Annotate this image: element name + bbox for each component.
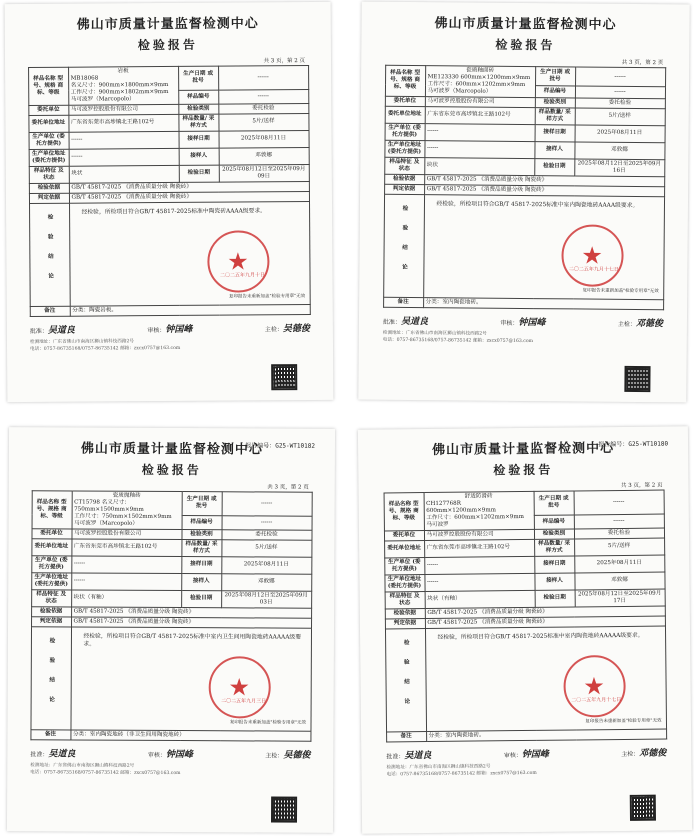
- producer-value: ------: [425, 124, 535, 142]
- label-empty: ------: [222, 516, 312, 531]
- label-sample-no: 样品编号: [182, 515, 222, 529]
- label-test-date: 检验日期: [179, 165, 219, 182]
- sample-quantity-value: 5片/送样: [221, 540, 311, 557]
- remark-value: 分类：室内陶瓷地砖。: [426, 729, 666, 741]
- client-value: 马可波罗控股股份有限公司: [424, 529, 534, 540]
- qr-code-icon: [271, 797, 297, 823]
- label-test-date: 检验日期: [535, 590, 575, 607]
- judge-basis-value: GB/T 45817-2025 《消费品质量分级 陶瓷砖》: [69, 191, 309, 203]
- product-name: 舒适防滑砖: [464, 493, 493, 500]
- table-cell: [29, 203, 70, 306]
- label-receive-date: 接样日期: [535, 124, 575, 141]
- label-sample-qty: 样品数量/ 采样方式: [534, 539, 574, 556]
- report-subtitle: 检验报告: [495, 37, 556, 53]
- sample-state-value: 块状: [69, 165, 179, 183]
- label-sample-qty: 样品数量/ 采样方式: [178, 114, 218, 131]
- label-producer: 生产单位 (委托方提供): [29, 132, 69, 149]
- receive-date-value: 2025年08月11日: [221, 557, 311, 574]
- product-work-size: 工作尺寸：900mm×1802mm×9mm: [70, 88, 169, 96]
- remark-value: 分类：室内陶瓷地砖（非卫生间用陶瓷地砖）: [70, 730, 310, 741]
- client-value: 马可波罗控股股份有限公司: [425, 97, 535, 108]
- report-subtitle: 检验报告: [137, 37, 198, 53]
- sample-state-value: 块状（有釉）: [71, 590, 181, 608]
- label-sampler: 接样人: [534, 573, 574, 590]
- label-test-type-value: 委托检验: [221, 530, 311, 540]
- official-seal-icon: [561, 224, 624, 287]
- label-sample-name: 样品名称 型号、规格 商标、等级: [32, 491, 72, 529]
- report-title: 佛山市质量计量监督检测中心: [76, 16, 259, 33]
- label-approver: 批准：: [29, 327, 48, 335]
- sampler-value: 邓敦娜: [574, 142, 664, 160]
- product-model: CT15798 名义尺寸：750mm×1500mm×9mm: [74, 499, 144, 513]
- tester-signature: 吴德俊: [282, 323, 310, 334]
- label-client-address: 委托单位地址: [384, 540, 424, 557]
- label-producer-address: 生产单位地址 (委托方提供): [384, 574, 424, 591]
- label-conclusion: 检验结论: [48, 637, 55, 716]
- label-sample-no: 样品编号: [535, 86, 575, 98]
- client-value: 马可波罗控股股份有限公司: [68, 104, 178, 115]
- conclusion-text: 经检验，所检项目符合GB/T 45817-2025标准中室内卫生间用陶瓷地砖AAAAA级要求。: [83, 633, 302, 649]
- reviewer-signature: 钟国峰: [518, 317, 546, 328]
- judge-basis-value: GB/T 45817-2025 《消费品质量分级 陶瓷砖》: [424, 184, 664, 196]
- label-sample-state: 样品特征 及状态: [31, 590, 71, 607]
- stamp-note: 复印报告未重新加盖"检验专用章"无效: [229, 294, 306, 300]
- label-producer-address: 生产单位地址 (委托方提供): [29, 149, 69, 166]
- test-date-value: 2025年08月12日至2025年09月16日: [574, 159, 664, 177]
- stamp-note: 复印报告未重新加盖"检验专用章"无效: [582, 288, 659, 295]
- label-producer: 生产单位 (委托方提供): [31, 556, 71, 573]
- sample-quantity-value: 5片/送样: [575, 108, 665, 126]
- signature-row: [386, 745, 666, 761]
- footer-contact: 电话：0757-86735168/0757-86735142 邮箱：zxcx0757@163.com: [386, 770, 537, 778]
- label-approver: 批准：: [386, 753, 405, 761]
- table-cell: [383, 194, 424, 297]
- report-form-table: [383, 65, 666, 310]
- label-sample-no: 样品编号: [178, 90, 218, 104]
- label-judge-basis: 判定依据: [384, 184, 424, 194]
- label-tester: 主检：: [621, 750, 640, 758]
- product-brand: 马可波罗（Marcopolo）: [70, 96, 135, 103]
- report-title: 佛山市质量计量监督检测中心: [432, 441, 615, 458]
- label-sample-name: 样品名称 型号、规格 商标、等级: [385, 65, 425, 96]
- conclusion-text: 经检验，所检项目符合GB/T 45817-2025标准中陶瓷砖AAAA级要求。: [81, 208, 266, 216]
- report-number: 报告编号：G25-WT10182: [245, 442, 315, 450]
- producer-value: ------: [424, 556, 534, 574]
- label-sampler: 接样人: [179, 148, 219, 165]
- report-page-2: [358, 2, 689, 403]
- sample-quantity-value: 5片/送样: [218, 113, 308, 131]
- label-test-basis: 检验依据: [31, 607, 71, 617]
- label-conclusion: 检验结论: [400, 204, 408, 284]
- report-title: 佛山市质量计量监督检测中心: [80, 441, 263, 458]
- label-production-date: 生产日期 或批号: [178, 66, 218, 90]
- reviewer-signature: 钟国峰: [165, 749, 193, 760]
- label-empty: ------: [574, 490, 664, 515]
- label-sampler: 接样人: [534, 141, 574, 158]
- receive-date-value: 2025年08月11日: [575, 125, 665, 143]
- product-size: 工作尺寸：600mm×1202mm×9mm: [426, 513, 524, 521]
- judge-basis-value: GB/T 45817-2025 《消费品质量分级 陶瓷砖》: [71, 617, 311, 628]
- tester-signature: 邓德俊: [635, 318, 663, 329]
- approver-signature: 吴道良: [400, 316, 429, 327]
- stamp-date: 二〇二五年九月十七日: [571, 696, 622, 704]
- table-cell: [425, 626, 666, 732]
- label-judge-basis: 判定依据: [29, 193, 69, 203]
- product-size: 工作尺寸：750mm×1502mm×9mm: [74, 513, 172, 520]
- sample-state-value: 块状: [424, 157, 534, 175]
- stamp-note: 复印报告未重新加盖"检验专用章"无效: [585, 718, 662, 725]
- table-cell: [30, 627, 71, 730]
- table-cell: [68, 66, 178, 105]
- sample-quantity-value: 5片/送样: [574, 538, 664, 556]
- report-number: 报告编号：G25-WT10180: [598, 440, 669, 449]
- label-test-date: 检验日期: [534, 158, 574, 175]
- label-test-type-value: 委托检验: [574, 528, 664, 539]
- footer-address: 检测地址：广东省佛山市南海区狮山镇科技西路2号: [30, 762, 135, 769]
- report-page-1: [5, 2, 334, 402]
- label-producer: 生产单位 (委托方提供): [385, 123, 425, 140]
- label-client-address: 委托单位地址: [28, 115, 68, 132]
- product-name: 瓷质釉面砖: [466, 67, 495, 74]
- label-client: 委托单位: [28, 105, 68, 115]
- label-sample-state: 样品特征 及状态: [384, 157, 424, 174]
- signature-row: [30, 746, 310, 760]
- product-brand: 马可波罗（Marcopolo）: [74, 520, 138, 527]
- table-cell: [385, 628, 426, 731]
- test-date-value: 2025年08月12日至2025年09月17日: [575, 589, 665, 607]
- test-date-value: 2025年08月12日至2025年09月09日: [219, 164, 309, 182]
- report-title: 佛山市质量计量监督检测中心: [434, 16, 617, 33]
- stamp-date: 二〇二五年九月十七日: [568, 266, 619, 273]
- sample-state-value: 块状（有釉）: [425, 590, 535, 608]
- producer-value: ------: [69, 131, 179, 149]
- label-reviewer: 审核：: [500, 319, 519, 327]
- signature-row: [30, 321, 310, 336]
- signature-row: [383, 314, 663, 329]
- page-info: 共 3 页，第 2 页: [621, 59, 664, 67]
- label-tester: 主检：: [264, 325, 283, 334]
- label-client: 委托单位: [385, 96, 425, 106]
- label-sample-state: 样品特征 及状态: [29, 166, 69, 183]
- approver-signature: 吴道良: [48, 749, 76, 760]
- label-empty: ------: [575, 67, 665, 87]
- conclusion-text: 经检验，所检项目符合GB/T 45817-2025标准中室内陶瓷地砖AAAA级要求。: [436, 201, 639, 209]
- footer-address: 检测地址：广东省佛山市南海区狮山镇科技西路2号: [382, 330, 487, 337]
- report-page-3: [7, 427, 335, 833]
- label-empty: ------: [574, 514, 664, 529]
- tester-signature: 吴德俊: [283, 750, 311, 761]
- report-subtitle: 检验报告: [141, 462, 202, 478]
- report-footer: [383, 331, 663, 347]
- label-client: 委托单位: [384, 530, 424, 540]
- page-info: 共 3 页，第 2 页: [263, 58, 306, 65]
- product-model: ME123330 600mm×1200mm×9mm: [427, 74, 531, 82]
- label-test-type: 检验类别: [181, 529, 221, 539]
- label-empty: ------: [222, 492, 312, 516]
- product-size: 工作尺寸：600mm×1202mm×9mm: [427, 81, 526, 88]
- table-cell: [69, 201, 310, 306]
- remark-value: 分类：室内陶瓷地砖。: [423, 297, 663, 309]
- qr-code-icon: [630, 795, 656, 821]
- report-form-table: [383, 490, 667, 743]
- conclusion-text: 经检验，所检项目符合GB/T 45817-2025标准中室内陶瓷地砖AAAAA级要求。: [437, 632, 644, 641]
- label-reviewer: 审核：: [503, 751, 522, 759]
- stamp-note: 复印报告未重新加盖"检验专用章"无效: [229, 720, 307, 726]
- qr-code-icon: [271, 364, 297, 390]
- label-test-type-value: 委托检验: [575, 98, 665, 109]
- product-name: 岩板: [117, 68, 129, 75]
- test-date-value: 2025年08月12日至2025年09月03日: [221, 591, 311, 608]
- reviewer-signature: 钟国峰: [165, 324, 193, 335]
- label-receive-date: 接样日期: [534, 556, 574, 573]
- table-cell: [425, 66, 535, 98]
- table-cell: [70, 627, 311, 731]
- label-test-basis: 检验依据: [384, 174, 424, 184]
- label-producer: 生产单位 (委托方提供): [384, 557, 424, 574]
- label-sample-no: 样品编号: [534, 515, 574, 529]
- sampler-value: 邓敦娜: [574, 572, 664, 590]
- label-test-type-value: 委托检验: [218, 103, 308, 114]
- label-conclusion: 检验结论: [402, 639, 410, 718]
- label-tester: 主检：: [265, 752, 284, 760]
- label-sampler: 接样人: [181, 573, 221, 590]
- page-info: 共 3 页，第 2 页: [620, 482, 663, 489]
- label-judge-basis: 判定依据: [385, 618, 425, 628]
- label-test-basis: 检验依据: [385, 608, 425, 618]
- client-address-value: 广东省东莞市高埗镇北王路102号: [424, 539, 534, 557]
- product-brand: 马可波罗（Marcopolo）: [427, 88, 492, 95]
- footer-address: 检测地址：广东省佛山市南海区狮山镇科技西路2号: [29, 338, 134, 345]
- label-remark: 备注: [30, 306, 70, 316]
- client-value: 马可波罗控股股份有限公司: [71, 529, 181, 540]
- label-test-date: 检验日期: [181, 590, 221, 607]
- client-address-value: 广东省东莞市高埗镇北王路102号: [425, 107, 535, 125]
- client-address-value: 广东省东莞市高埗镇北王路102号: [71, 539, 181, 557]
- footer-contact: 电话：0757-86735168/0757-86735142 邮箱：zxcx0757@163.com: [30, 769, 181, 776]
- product-model: CH127768R 600mm×1200mm×9mm: [426, 500, 496, 514]
- label-producer-address: 生产单位地址 (委托方提供): [31, 573, 71, 590]
- label-sample-name: 样品名称 型号、规格 商标、等级: [28, 67, 68, 105]
- approver-signature: 吴道良: [47, 325, 75, 336]
- label-empty: ------: [218, 66, 308, 90]
- label-test-type: 检验类别: [535, 98, 575, 108]
- approver-signature: 吴道良: [404, 750, 432, 762]
- label-empty: ------: [575, 86, 665, 98]
- label-test-type: 检验类别: [178, 104, 218, 114]
- label-client: 委托单位: [31, 529, 71, 539]
- sampler-value: 邓敦娜: [221, 574, 311, 591]
- remark-value: 分类：陶瓷岩板。: [70, 304, 310, 316]
- label-production-date: 生产日期 或批号: [535, 67, 575, 87]
- label-receive-date: 接样日期: [179, 131, 219, 148]
- sampler-value: 邓敦娜: [219, 147, 309, 165]
- test-basis-value: GB/T 45817-2025 《消费品质量分级 陶瓷砖》: [71, 607, 311, 618]
- product-size: 名义尺寸：900mm×1800mm×9mm: [70, 81, 169, 89]
- label-sample-qty: 样品数量/ 采样方式: [181, 539, 221, 556]
- label-test-basis: 检验依据: [29, 183, 69, 193]
- producer-address-value: ------: [71, 573, 181, 591]
- footer-contact: 电话：0757-86735168/0757-86735142 邮箱：zxcx0757@163.com: [382, 337, 534, 344]
- report-page-4: [358, 426, 692, 833]
- test-basis-value: GB/T 45817-2025 《消费品质量分级 陶瓷砖》: [69, 181, 309, 193]
- report-form-table: [30, 490, 312, 741]
- official-seal-icon: [563, 655, 626, 718]
- label-test-type: 检验类别: [534, 529, 574, 539]
- receive-date-value: 2025年08月11日: [219, 130, 309, 148]
- footer-contact: 电话：0757-86735168/0757-86735142 邮箱：zxcx0757@163.com: [30, 345, 181, 352]
- label-judge-basis: 判定依据: [31, 617, 71, 627]
- label-reviewer: 审核：: [147, 326, 166, 334]
- report-footer: [30, 338, 310, 354]
- label-remark: 备注: [30, 730, 70, 740]
- report-form-table: [28, 65, 311, 317]
- test-basis-value: GB/T 45817-2025 《消费品质量分级 陶瓷砖》: [424, 174, 664, 186]
- label-approver: 批准：: [382, 318, 401, 326]
- star-icon: ★: [228, 673, 251, 702]
- tester-signature: 邓德俊: [639, 748, 667, 759]
- table-cell: [72, 491, 182, 529]
- label-conclusion: 检验结论: [46, 213, 54, 293]
- label-sample-name: 样品名称 型号、规格 商标、等级: [384, 493, 424, 531]
- label-sample-qty: 样品数量/ 采样方式: [535, 108, 575, 125]
- judge-basis-value: GB/T 45817-2025 《消费品质量分级 陶瓷砖》: [425, 616, 665, 628]
- producer-address-value: ------: [424, 573, 534, 591]
- label-client-address: 委托单位地址: [385, 106, 425, 123]
- report-footer: [386, 762, 666, 779]
- footer-address: 检测地址：广东省佛山市南海区狮山镇科技西路2号: [386, 764, 491, 771]
- stamp-date: 二〇二五年九月十日: [219, 272, 266, 279]
- label-client-address: 委托单位地址: [31, 539, 71, 556]
- report-subtitle: 检验报告: [493, 462, 554, 478]
- label-sample-state: 样品特征 及状态: [385, 591, 425, 608]
- test-basis-value: GB/T 45817-2025 《消费品质量分级 陶瓷砖》: [425, 606, 665, 618]
- receive-date-value: 2025年08月11日: [574, 555, 664, 573]
- label-approver: 批准：: [30, 750, 49, 759]
- label-tester: 主检：: [617, 320, 636, 328]
- star-icon: ★: [227, 247, 249, 276]
- report-header: [361, 12, 689, 55]
- table-cell: [424, 491, 534, 530]
- official-seal-icon: [207, 230, 269, 292]
- producer-address-value: ------: [69, 148, 179, 166]
- star-icon: ★: [581, 241, 603, 270]
- label-production-date: 生产日期 或批号: [182, 492, 222, 516]
- page-info: 共 3 页，第 2 页: [267, 484, 309, 491]
- stamp-date: 二〇二五年九月三日: [221, 698, 267, 705]
- producer-address-value: ------: [424, 140, 534, 158]
- producer-value: ------: [71, 556, 181, 574]
- label-remark: 备注: [383, 297, 423, 307]
- label-empty: ------: [218, 89, 308, 104]
- star-icon: ★: [583, 671, 605, 701]
- label-receive-date: 接样日期: [181, 556, 221, 573]
- label-producer-address: 生产单位地址 (委托方提供): [384, 140, 424, 157]
- label-reviewer: 审核：: [147, 751, 166, 759]
- report-footer: [30, 763, 310, 778]
- reviewer-signature: 钟国峰: [521, 749, 549, 760]
- qr-code-icon: [624, 366, 650, 392]
- product-brand: 马可波罗: [426, 521, 449, 528]
- label-remark: 备注: [386, 731, 426, 741]
- table-cell: [423, 194, 664, 299]
- client-address-value: 广东省东莞市高埗镇北王路102号: [68, 114, 178, 132]
- official-seal-icon: [208, 656, 270, 718]
- label-production-date: 生产日期 或批号: [534, 491, 574, 515]
- report-header: [5, 12, 331, 54]
- product-model: MB18068: [70, 75, 99, 82]
- product-name: 瓷质抛釉砖: [112, 492, 141, 499]
